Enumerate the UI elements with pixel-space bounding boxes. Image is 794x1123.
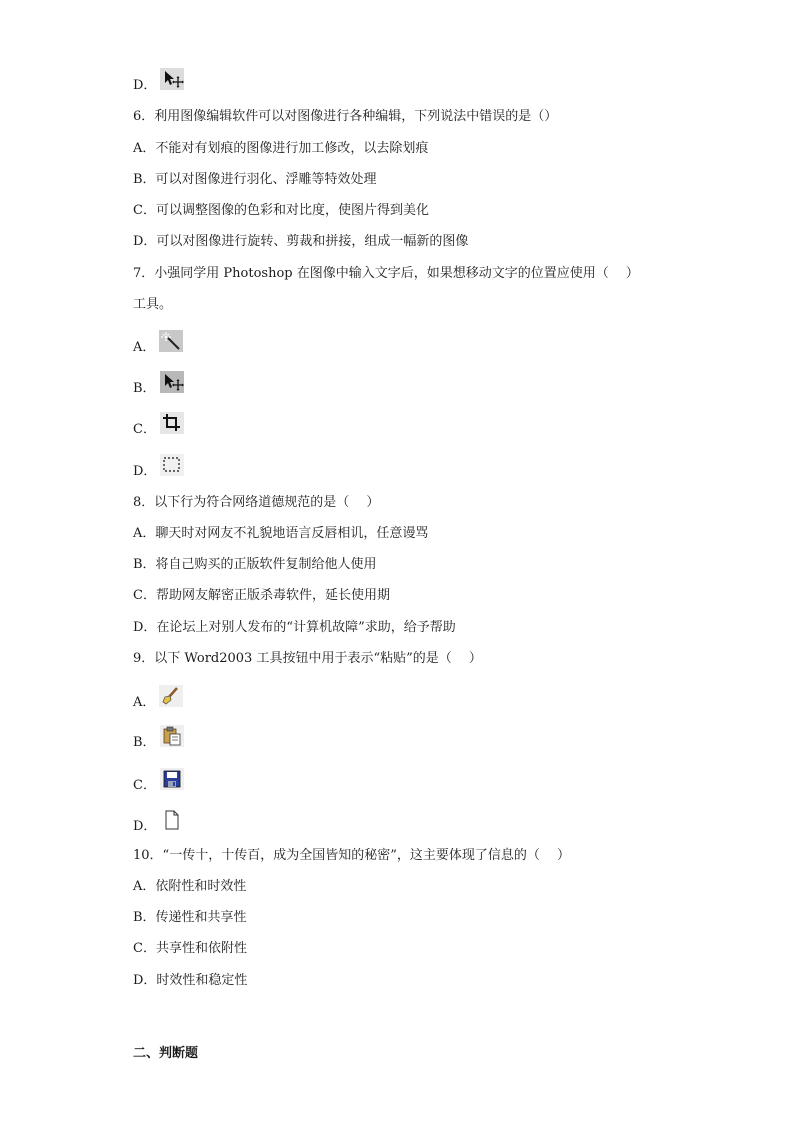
- option-label: D．: [133, 78, 157, 93]
- crop-tool-icon: [160, 412, 184, 434]
- magic-wand-icon: [159, 330, 183, 352]
- q6-option-c: C．可以调整图像的色彩和对比度，使图片得到美化: [133, 203, 429, 218]
- q10-option-a: A．依附性和时效性: [133, 879, 247, 894]
- move-tool-icon: [160, 371, 184, 393]
- q7-option-c: [133, 419, 184, 441]
- q9-option-a: [133, 692, 183, 714]
- option-label: A．: [133, 695, 156, 710]
- q8-option-a: A．聊天时对网友不礼貌地语言反唇相讥，任意谩骂: [133, 526, 429, 541]
- q8-stem: 8．以下行为符合网络道德规范的是（ ）: [133, 495, 380, 510]
- option-label: A．: [133, 340, 156, 355]
- q8-option-c: C．帮助网友解密正版杀毒软件，延长使用期: [133, 588, 390, 603]
- q6-option-b: B．可以对图像进行羽化、浮雕等特效处理: [133, 172, 377, 187]
- q6-option-d: D．可以对图像进行旋转、剪裁和拼接，组成一幅新的图像: [133, 234, 469, 249]
- q8-option-d: D．在论坛上对别人发布的“计算机故障”求助，给予帮助: [133, 620, 456, 635]
- q7-option-d: [133, 461, 184, 483]
- q6-option-a: A．不能对有划痕的图像进行加工修改，以去除划痕: [133, 141, 429, 156]
- section-heading-true-false: 二、判断题: [133, 1046, 199, 1061]
- q9-option-c: [133, 775, 184, 797]
- q10-option-b: B．传递性和共享性: [133, 910, 247, 925]
- option-label: B．: [133, 735, 156, 750]
- new-document-icon: [160, 809, 184, 831]
- option-label: D．: [133, 464, 157, 479]
- q7-option-b: [133, 378, 184, 400]
- option-label: C．: [133, 778, 156, 793]
- option-label: B．: [133, 381, 156, 396]
- q9-option-d: [133, 816, 184, 838]
- q9-stem: 9．以下 Word2003 工具按钮中用于表示“粘贴”的是（ ）: [133, 651, 482, 666]
- q10-option-d: D．时效性和稳定性: [133, 973, 248, 988]
- q9-option-b: [133, 732, 184, 754]
- q8-option-b: B．将自己购买的正版软件复制给他人使用: [133, 557, 377, 572]
- q7-stem-continued: 工具。: [133, 297, 173, 312]
- q6-stem: 6．利用图像编辑软件可以对图像进行各种编辑，下列说法中错误的是（）: [133, 109, 558, 124]
- save-icon: [160, 768, 184, 790]
- q10-option-c: C．共享性和依附性: [133, 941, 247, 956]
- move-tool-icon: [160, 68, 184, 90]
- q7-option-a: [133, 337, 183, 359]
- option-label: D．: [133, 819, 157, 834]
- format-painter-icon: [159, 685, 183, 707]
- q10-stem: 10．“一传十，十传百，成为全国皆知的秘密”，这主要体现了信息的（ ）: [133, 848, 570, 863]
- paste-icon: [160, 725, 184, 747]
- q5-option-d: [133, 75, 184, 97]
- option-label: C．: [133, 422, 156, 437]
- q7-stem: 7．小强同学用 Photoshop 在图像中输入文字后，如果想移动文字的位置应使用（ ）: [133, 266, 639, 281]
- rect-marquee-icon: [160, 454, 184, 476]
